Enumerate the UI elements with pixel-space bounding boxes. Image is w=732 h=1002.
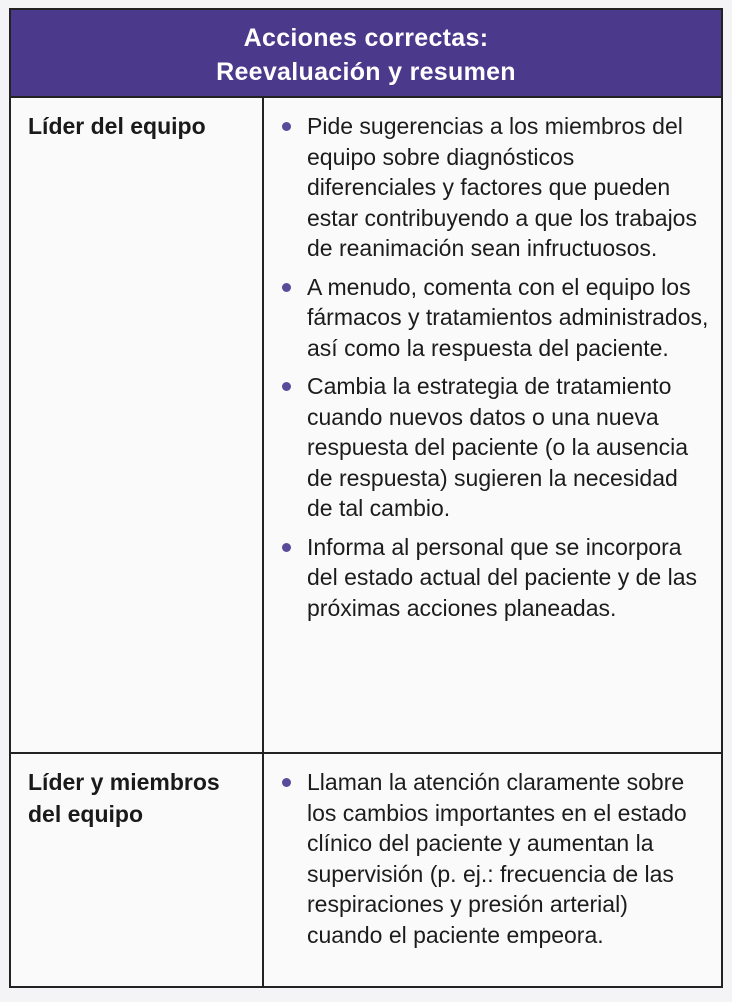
table-row-leader-and-members: [11, 754, 721, 986]
bullet-item: A menudo, comenta con el equipo los fármacos y tratamientos administrados, así como la respuesta del paciente.: [279, 272, 709, 364]
bullet-list: [279, 111, 709, 631]
bullet-item: Cambia la estrategia de tratamiento cuando nuevos datos o una nueva respuesta del paciente (o la ausencia de respuesta) sugieren la necesidad de tal cambio.: [279, 371, 709, 524]
bullet-item: Informa al personal que se incorpora del estado actual del paciente y de las próximas acciones planeadas.: [279, 532, 709, 624]
bullet-item: Pide sugerencias a los miembros del equipo sobre diagnósticos diferenciales y factores que pueden estar contribuyendo a que los trabajos de reanimación sean infructuosos.: [279, 111, 709, 264]
table-row-team-leader: [11, 98, 721, 754]
header-title-line1: Acciones correctas:: [243, 24, 489, 52]
role-label: Líder y miembros del equipo: [28, 769, 220, 827]
role-label: Líder del equipo: [28, 113, 206, 139]
bullet-item: Llaman la atención claramente sobre los cambios importantes en el estado clínico del paciente y aumentan la supervisión (p. ej.: frecuencia de las respiraciones y presión arterial) cuando el paciente empeora.: [279, 767, 709, 950]
actions-table: [9, 8, 723, 988]
header-title-line2: Reevaluación y resumen: [216, 58, 516, 86]
bullet-list: [279, 767, 709, 958]
table-header: [11, 10, 721, 98]
